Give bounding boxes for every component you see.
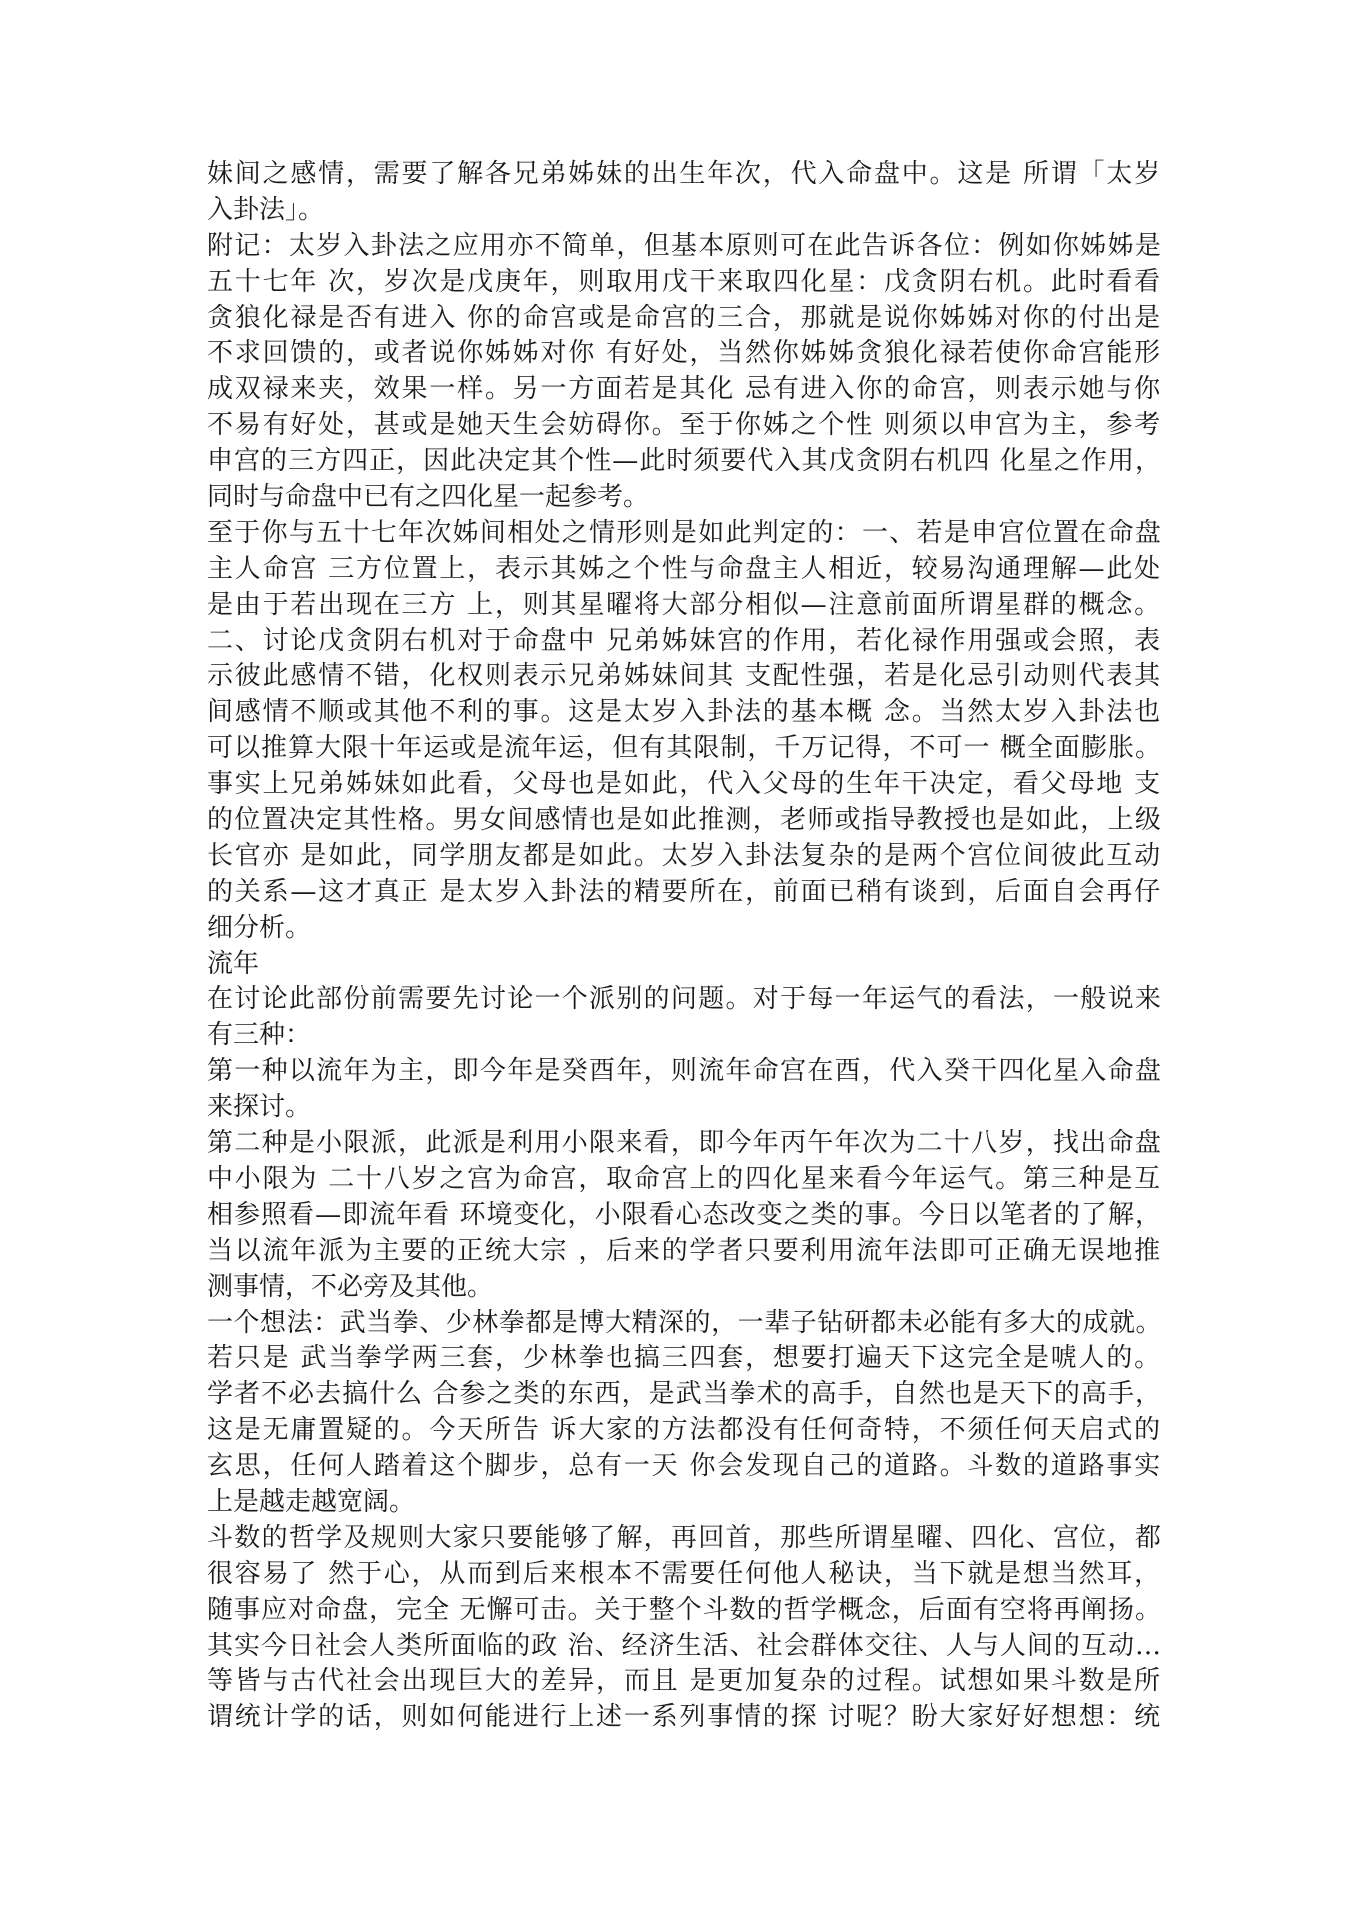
text-line — [207, 1018, 1162, 1054]
text-line — [207, 1090, 1162, 1126]
text-line-content: 长官亦 是如此，同学朋友都是如此。太岁入卦法复杂的是两个宫位间彼此互动 — [207, 840, 1162, 871]
text-line-content: 入卦法」。 — [207, 194, 325, 225]
text-line-content: 若只是 武当拳学两三套，少林拳也搞三四套，想要打遍天下这完全是唬人的。 — [207, 1343, 1162, 1374]
text-line-content: 成双禄来夹，效果一样。另一方面若是其化 忌有进入你的命宫，则表示她与你 — [207, 374, 1162, 405]
document-page — [207, 157, 1162, 1736]
text-line — [207, 1521, 1162, 1557]
text-line-content: 谓统计学的话，则如何能进行上述一系列事情的探 讨呢？盼大家好好想想：统 — [207, 1702, 1162, 1733]
text-line-content: 相参照看—即流年看 环境变化，小限看心态改变之类的事。今日以笔者的了解， — [207, 1199, 1162, 1230]
text-line-content: 第一种以流年为主，即今年是癸酉年，则流年命宫在酉，代入癸干四化星入命盘 — [207, 1056, 1162, 1087]
text-line-content: 玄思，任何人踏着这个脚步，总有一天 你会发现自己的道路。斗数的道路事实 — [207, 1451, 1162, 1482]
text-line — [207, 911, 1162, 947]
text-line-content: 的位置决定其性格。男女间感情也是如此推测，老师或指导教授也是如此，上级 — [207, 805, 1162, 836]
text-line — [207, 624, 1162, 660]
text-line-content: 同时与命盘中已有之四化星一起参考。 — [207, 482, 650, 513]
text-line — [207, 193, 1162, 229]
text-line — [207, 229, 1162, 265]
text-line-content: 流年 — [207, 948, 260, 979]
text-line-content: 间感情不顺或其他不利的事。这是太岁入卦法的基本概 念。当然太岁入卦法也 — [207, 697, 1162, 728]
text-line-content: 在讨论此部份前需要先讨论一个派别的问题。对于每一年运气的看法，一般说来 — [207, 984, 1162, 1015]
text-line — [207, 875, 1162, 911]
text-line — [207, 947, 1162, 983]
text-line-content: 至于你与五十七年次姊间相处之情形则是如此判定的：一、若是申宫位置在命盘 — [207, 517, 1162, 548]
text-line — [207, 157, 1162, 193]
text-line — [207, 1306, 1162, 1342]
text-line-content: 其实今日社会人类所面临的政 治、经济生活、社会群体交往、人与人间的互动… — [207, 1630, 1162, 1661]
text-line-content: 二、讨论戊贪阴右机对于命盘中 兄弟姊妹宫的作用，若化禄作用强或会照，表 — [207, 625, 1162, 656]
text-line-content: 示彼此感情不错，化权则表示兄弟姊妹间其 支配性强，若是化忌引动则代表其 — [207, 661, 1162, 692]
text-line — [207, 1054, 1162, 1090]
text-line-content: 测事情，不必旁及其他。 — [207, 1271, 494, 1302]
text-line-content: 的关系—这才真正 是太岁入卦法的精要所在，前面已稍有谈到，后面自会再仔 — [207, 876, 1162, 907]
text-line — [207, 1629, 1162, 1665]
text-line — [207, 1700, 1162, 1736]
text-line-content: 上是越走越宽阔。 — [207, 1486, 416, 1517]
text-line-content: 不求回馈的，或者说你姊姊对你 有好处，当然你姊姊贪狼化禄若使你命宫能形 — [207, 338, 1162, 369]
text-line — [207, 1270, 1162, 1306]
text-line — [207, 588, 1162, 624]
text-line-content: 五十七年 次，岁次是戊庚年，则取用戊干来取四化星：戊贪阴右机。此时看看 — [207, 266, 1162, 297]
text-line — [207, 659, 1162, 695]
text-line-content: 很容易了 然于心，从而到后来根本不需要任何他人秘诀，当下就是想当然耳， — [207, 1558, 1162, 1589]
text-line — [207, 1449, 1162, 1485]
text-line — [207, 1485, 1162, 1521]
text-line-content: 可以推算大限十年运或是流年运，但有其限制，千万记得，不可一 概全面膨胀。 — [207, 733, 1162, 764]
text-line-content: 有三种： — [207, 1020, 312, 1051]
text-line — [207, 1162, 1162, 1198]
text-line — [207, 444, 1162, 480]
text-line-content: 一个想法：武当拳、少林拳都是博大精深的，一辈子钻研都未必能有多大的成就。 — [207, 1307, 1162, 1338]
text-line-content: 斗数的哲学及规则大家只要能够了解，再回首，那些所谓星曜、四化、宫位，都 — [207, 1522, 1162, 1553]
text-line-content: 是由于若出现在三方 上，则其星曜将大部分相似—注意前面所谓星群的概念。 — [207, 589, 1162, 620]
text-line — [207, 982, 1162, 1018]
text-line — [207, 336, 1162, 372]
text-line — [207, 1341, 1162, 1377]
text-line-content: 这是无庸置疑的。今天所告 诉大家的方法都没有任何奇特，不须任何天启式的 — [207, 1415, 1162, 1446]
text-line — [207, 1593, 1162, 1629]
text-line-content: 学者不必去搞什么 合参之类的东西，是武当拳术的高手，自然也是天下的高手， — [207, 1379, 1162, 1410]
text-line-content: 细分析。 — [207, 912, 312, 943]
text-line-content: 中小限为 二十八岁之宫为命宫，取命宫上的四化星来看今年运气。第三种是互 — [207, 1163, 1162, 1194]
text-line — [207, 1413, 1162, 1449]
text-line — [207, 1126, 1162, 1162]
text-line — [207, 301, 1162, 337]
text-line-content: 妹间之感情，需要了解各兄弟姊妹的出生年次，代入命盘中。这是 所谓「太岁 — [207, 159, 1162, 189]
text-line-content: 不易有好处，甚或是她天生会妨碍你。至于你姊之个性 则须以申宫为主，参考 — [207, 410, 1162, 441]
text-line — [207, 1664, 1162, 1700]
text-line — [207, 516, 1162, 552]
text-line-content: 贪狼化禄是否有进入 你的命宫或是命宫的三合，那就是说你姊姊对你的付出是 — [207, 302, 1162, 333]
text-line — [207, 408, 1162, 444]
text-line-content: 当以流年派为主要的正统大宗 ，后来的学者只要利用流年法即可正确无误地推 — [207, 1235, 1162, 1266]
text-line — [207, 480, 1162, 516]
text-line — [207, 1557, 1162, 1593]
text-line — [207, 552, 1162, 588]
text-line — [207, 767, 1162, 803]
text-line-content: 第二种是小限派，此派是利用小限来看，即今年丙午年次为二十八岁，找出命盘 — [207, 1128, 1162, 1159]
text-line — [207, 731, 1162, 767]
text-line — [207, 1198, 1162, 1234]
text-line — [207, 1377, 1162, 1413]
text-line — [207, 265, 1162, 301]
text-line-content: 随事应对命盘，完全 无懈可击。关于整个斗数的哲学概念，后面有空将再阐扬。 — [207, 1594, 1162, 1625]
text-line — [207, 695, 1162, 731]
text-line-content: 主人命宫 三方位置上，表示其姊之个性与命盘主人相近，较易沟通理解—此处 — [207, 553, 1162, 584]
text-line-content: 来探讨。 — [207, 1092, 312, 1123]
text-line — [207, 372, 1162, 408]
text-line — [207, 803, 1162, 839]
text-line — [207, 1234, 1162, 1270]
text-line — [207, 839, 1162, 875]
text-line-content: 附记：太岁入卦法之应用亦不简单，但基本原则可在此告诉各位：例如你姊姊是 — [207, 230, 1162, 261]
text-line-content: 申宫的三方四正，因此决定其个性—此时须要代入其戊贪阴右机四 化星之作用， — [207, 446, 1162, 477]
text-line-content: 事实上兄弟姊妹如此看，父母也是如此，代入父母的生年干决定，看父母地 支 — [207, 769, 1162, 800]
text-line-content: 等皆与古代社会出现巨大的差异，而且 是更加复杂的过程。试想如果斗数是所 — [207, 1666, 1162, 1697]
